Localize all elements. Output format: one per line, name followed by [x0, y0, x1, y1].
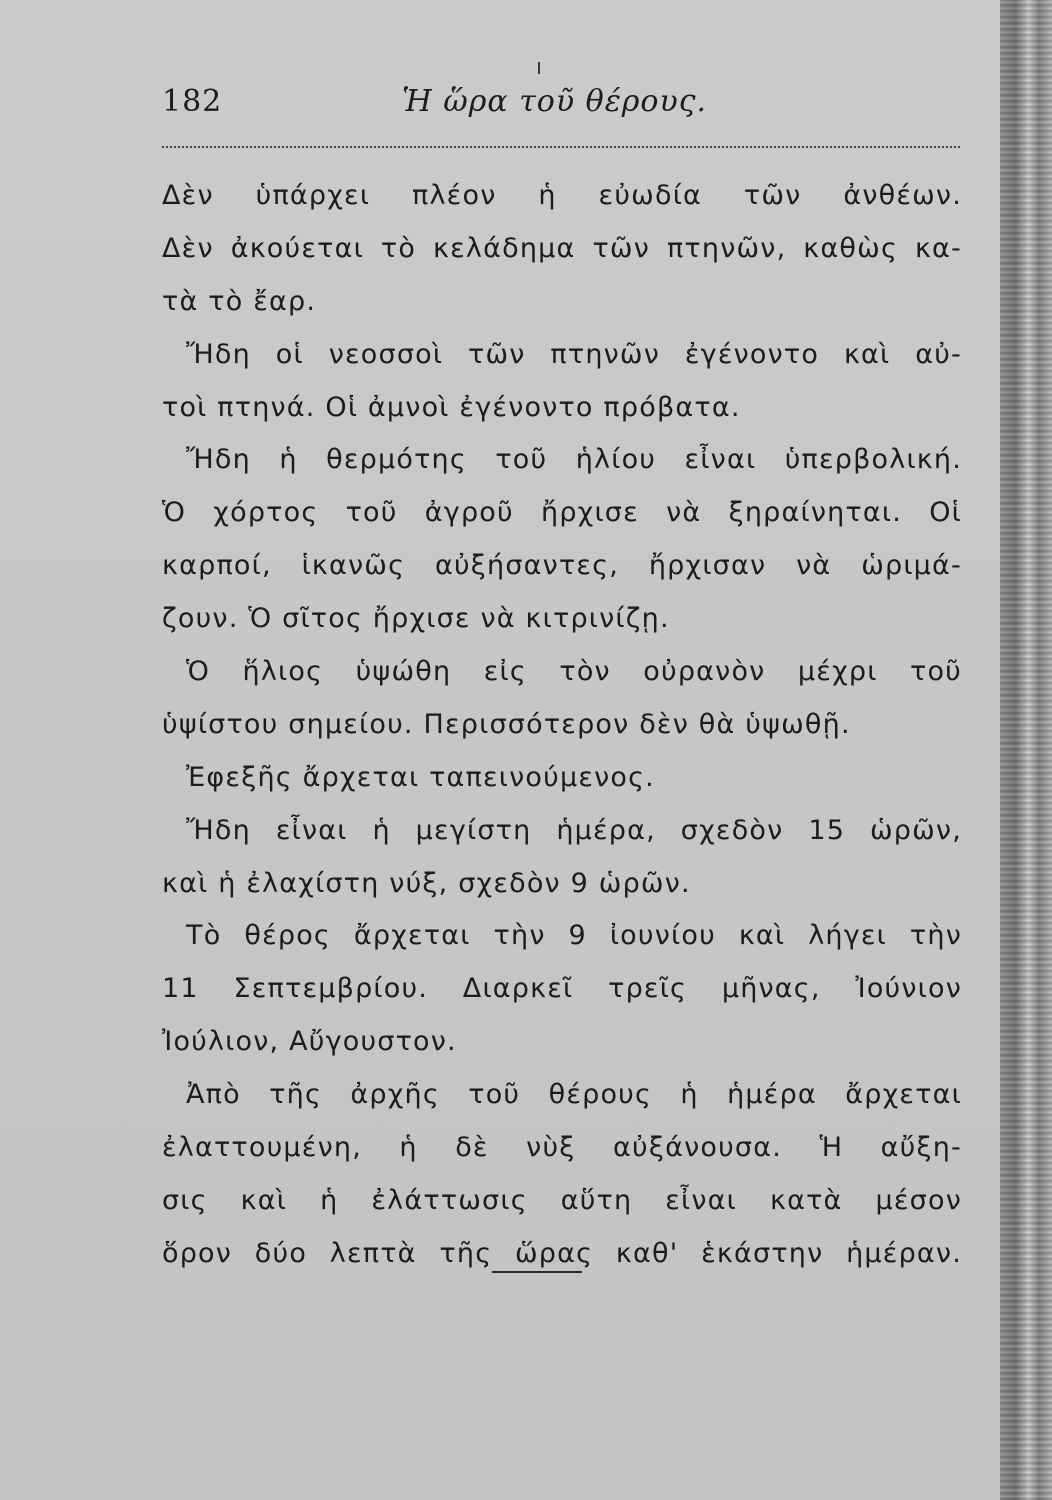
text-line: 11 Σεπτεμβρίου. Διαρκεῖ τρεῖς μῆνας, Ἰούνιον	[162, 973, 962, 1005]
text-line: καρποί, ἱκανῶς αὐξήσαντες, ἤρχισαν νὰ ὡριμά-	[162, 550, 962, 582]
text-line: ὅρον δύο λεπτὰ τῆς ὥρας καθ' ἑκάστην ἡμέραν.	[162, 1237, 962, 1269]
text-line: Ὁ χόρτος τοῦ ἀγροῦ ἤρχισε νὰ ξηραίνηται. Οἱ	[162, 497, 962, 529]
text-line: σις καὶ ἡ ἐλάττωσις αὕτη εἶναι κατὰ μέσον	[162, 1184, 962, 1216]
text-line: Ἤδη οἱ νεοσσοὶ τῶν πτηνῶν ἐγένοντο καὶ αὐ-	[186, 338, 962, 370]
text-line: Δὲν ὑπάρχει πλέον ἡ εὐωδία τῶν ἀνθέων.	[162, 180, 962, 211]
text-line: Ἐφεξῆς ἄρχεται ταπεινούμενος.	[186, 761, 655, 793]
text-line: ἐλαττουμένη, ἡ δὲ νὺξ αὐξάνουσα. Ἡ αὔξη-	[162, 1132, 962, 1164]
text-line: Ὁ ἥλιος ὑψώθη εἰς τὸν οὐρανὸν μέχρι τοῦ	[186, 656, 962, 688]
body-text	[162, 170, 962, 1281]
text-line: Τὸ θέρος ἄρχεται τὴν 9 ἰουνίου καὶ λήγει τὴν	[186, 920, 962, 952]
text-line: ζουν. Ὁ σῖτος ἤρχισε νὰ κιτρινίζῃ.	[162, 603, 670, 635]
text-line: καὶ ἡ ἐλαχίστη νύξ, σχεδὸν 9 ὡρῶν.	[162, 867, 691, 899]
text-line: Ἤδη ἡ θερμότης τοῦ ἡλίου εἶναι ὑπερβολική.	[186, 444, 962, 476]
text-line: τὰ τὸ ἔαρ.	[162, 285, 317, 317]
print-mark	[538, 62, 540, 74]
page-number: 182	[162, 84, 223, 119]
text-line: τοὶ πτηνά. Οἱ ἀμνοὶ ἐγένοντο πρόβατα.	[162, 391, 741, 423]
text-line: Δὲν ἀκούεται τὸ κελάδημα τῶν πτηνῶν, καθὼς κα-	[162, 232, 962, 264]
text-line: Ἀπὸ τῆς ἀρχῆς τοῦ θέρους ἡ ἡμέρα ἄρχεται	[186, 1079, 962, 1111]
running-title: Ἡ ὥρα τοῦ θέρους.	[402, 84, 708, 119]
header-divider	[162, 146, 960, 148]
book-spine	[1000, 0, 1052, 1500]
page-header	[162, 84, 962, 144]
text-line: Ἰούλιον, Αὔγουστον.	[162, 1026, 457, 1058]
text-line: Ἤδη εἶναι ἡ μεγίστη ἡμέρα, σχεδὸν 15 ὡρῶν,	[186, 814, 962, 846]
end-divider	[492, 1271, 582, 1273]
text-line: ὑψίστου σημείου. Περισσότερον δὲν θὰ ὑψωθῇ.	[162, 708, 851, 740]
